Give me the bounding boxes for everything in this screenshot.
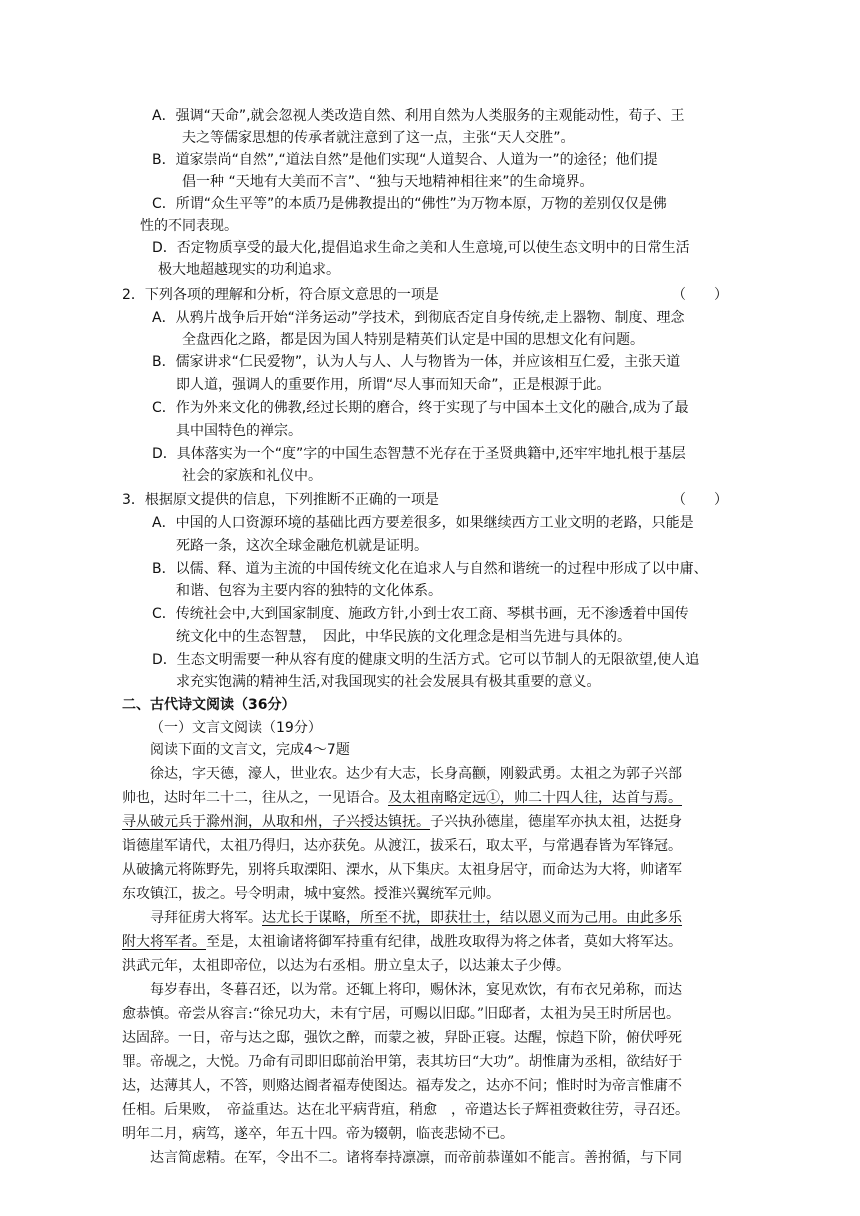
passage-line: 徐达，字天德，濠人，世业农。达少有大志，长身高颧，刚毅武勇。太祖之为郭子兴部 (150, 766, 682, 782)
passage-line: 达，达薄其人，不答，则赂达阍者福寿使图达。福寿发之，达亦不问；惟时时为帝言惟庸不 (122, 1078, 682, 1094)
q3-answer-blank: （ ） (672, 492, 728, 508)
q2-answer-blank: （ ） (672, 287, 728, 303)
q3-option-c-line1: C．传统社会中,大到国家制度、施政方针,小到士农工商、琴棋书画，无不渗透着中国传 (152, 606, 689, 622)
passage-line (122, 788, 682, 808)
q1-option-c-line2: 性的不同表现。 (140, 218, 238, 234)
q2-option-c-line2: 具中国特色的禅宗。 (176, 423, 302, 439)
passage-line: 诣德崖军请代，太祖乃得归，达亦获免。从渡江，拔采石，取太平，与常遇春皆为军锋冠。 (122, 838, 682, 854)
subsection-heading: （一）文言文阅读（19分） (150, 720, 322, 736)
passage-line: 东攻镇江，拔之。号令明肃，城中宴然。授淮兴翼统军元帅。 (122, 886, 500, 902)
q1-option-b-line1: B．道家崇尚“自然”,“道法自然”是他们实现“人道契合、人道为一”的途径；他们提 (152, 152, 658, 168)
q2-option-a-line2: 全盘西化之路，都是因为国人特别是精英们认定是中国的思想文化有问题。 (182, 332, 644, 348)
q3-option-a-line1: A．中国的人口资源环境的基础比西方要差很多，如果继续西方工业文明的老路，只能是 (152, 515, 694, 531)
underlined-sentence: 寻从破元兵于滁州涧，从取和州，子兴授达镇抚。 (122, 814, 430, 830)
q2-option-b-line1: B．儒家讲求“仁民爱物”，认为人与人、人与物皆为一体，并应该相互仁爱，主张天道 (152, 354, 681, 370)
passage-line: 愈恭慎。帝尝从容言:“徐兄功大，未有宁居，可赐以旧邸。”旧邸者，太祖为吴王时所居也。 (122, 1006, 681, 1022)
passage-line: 罪。帝觇之，大悦。乃命有司即旧邸前治甲第，表其坊曰“大功”。胡惟庸为丞相，欲结好于 (122, 1054, 683, 1070)
q1-option-a-line1: A．强调“天命”,就会忽视人类改造自然、利用自然为人类服务的主观能动性，荀子、王 (152, 108, 685, 124)
passage-text: 至是，太祖谕诸将御军持重有纪律，战胜攻取得为将之体者，莫如大将军达。 (206, 934, 682, 950)
underlined-sentence: 达尤长于谋略，所至不扰，即获壮士，结以恩义而为己用。由此多乐 (262, 910, 682, 926)
q2-option-d-line2: 社会的家族和礼仪中。 (182, 468, 322, 484)
q1-option-d-line1: D．否定物质享受的最大化,提倡追求生命之美和人生意境,可以使生态文明中的日常生活 (152, 240, 690, 256)
passage-line: 达固辞。一日，帝与达之邸，强饮之醉，而蒙之被，舁卧正寝。达醒，惊趋下阶，俯伏呼死 (122, 1030, 682, 1046)
q3-option-b-line2: 和谐、包容为主要内容的独特的文化体系。 (176, 583, 442, 599)
passage-line: 达言简虑精。在军，令出不二。诸将奉持凛凛，而帝前恭谨如不能言。善拊循，与下同 (150, 1150, 682, 1166)
q1-option-b-line2: 倡一种 “天地有大美而不言”、“独与天地精神相往来”的生命境界。 (182, 174, 594, 190)
section-heading: 二、古代诗文阅读（36分） (122, 697, 296, 713)
passage-line (122, 932, 682, 952)
q1-option-a-line2: 夫之等儒家思想的传承者就注意到了这一点，主张“天人交胜”。 (182, 130, 575, 146)
passage-line (150, 908, 682, 928)
passage-line: 任相。后果败， 帝益重达。达在北平病背疽，稍愈 ，帝遣达长子辉祖赍敕往劳，寻召还。 (122, 1102, 689, 1118)
q3-option-b-line1: B．以儒、释、道为主流的中国传统文化在追求人与自然和谐统一的过程中形成了以中庸、 (152, 561, 708, 577)
q1-option-c-line1: C．所谓“众生平等”的本质乃是佛教提出的“佛性”为万物本原，万物的差别仅仅是佛 (152, 196, 667, 212)
q2-stem: 2．下列各项的理解和分析，符合原文意思的一项是 (122, 287, 439, 303)
underlined-sentence: 附大将军者。 (122, 934, 206, 950)
passage-text: 帅也，达时年二十二，往从之，一见语合。 (122, 790, 388, 806)
underlined-sentence: 及太祖南略定远①，帅二十四人往，达首与焉。 (388, 790, 682, 806)
q3-option-c-line2: 统文化中的生态智慧， 因此，中华民族的文化理念是相当先进与具体的。 (176, 629, 631, 645)
q2-option-b-line2: 即人道，强调人的重要作用，所谓“尽人事而知天命”，正是根源于此。 (176, 377, 611, 393)
q2-option-a-line1: A．从鸦片战争后开始“洋务运动”学技术，到彻底否定自身传统,走上器物、制度、理念 (152, 310, 685, 326)
passage-line: 从破擒元将陈野先，别将兵取溧阳、溧水，从下集庆。太祖身居守，而命达为大将，帅诸军 (122, 862, 682, 878)
passage-text: 子兴执孙德崖，德崖军亦执太祖，达挺身 (430, 814, 682, 830)
q3-stem: 3．根据原文提供的信息，下列推断不正确的一项是 (122, 492, 439, 508)
passage-line: 洪武元年，太祖即帝位，以达为右丞相。册立皇太子，以达兼太子少傅。 (122, 958, 570, 974)
passage-line: 明年二月，病笃，遂卒，年五十四。帝为辍朝，临丧悲恸不已。 (122, 1126, 514, 1142)
q1-option-d-line2: 极大地超越现实的功利追求。 (158, 262, 340, 278)
passage-line (122, 812, 682, 832)
q2-option-d-line1: D．具体落实为一个“度”字的中国生态智慧不光存在于圣贤典籍中,还牢牢地扎根于基层 (152, 446, 686, 462)
q2-option-c-line1: C．作为外来文化的佛教,经过长期的磨合，终于实现了与中国本土文化的融合,成为了最 (152, 400, 689, 416)
q3-option-d-line2: 求充实饱满的精神生活,对我国现实的社会发展具有极其重要的意义。 (176, 674, 601, 690)
q3-option-a-line2: 死路一条，这次全球金融危机就是证明。 (176, 538, 428, 554)
passage-text: 寻拜征虏大将军。 (150, 910, 262, 926)
passage-line: 每岁春出，冬暮召还，以为常。还辄上将印，赐休沐，宴见欢饮，有布衣兄弟称，而达 (150, 982, 682, 998)
reading-instruction: 阅读下面的文言文，完成4～7题 (150, 742, 350, 758)
q3-option-d-line1: D．生态文明需要一种从容有度的健康文明的生活方式。它可以节制人的无限欲望,使人追 (152, 652, 700, 668)
